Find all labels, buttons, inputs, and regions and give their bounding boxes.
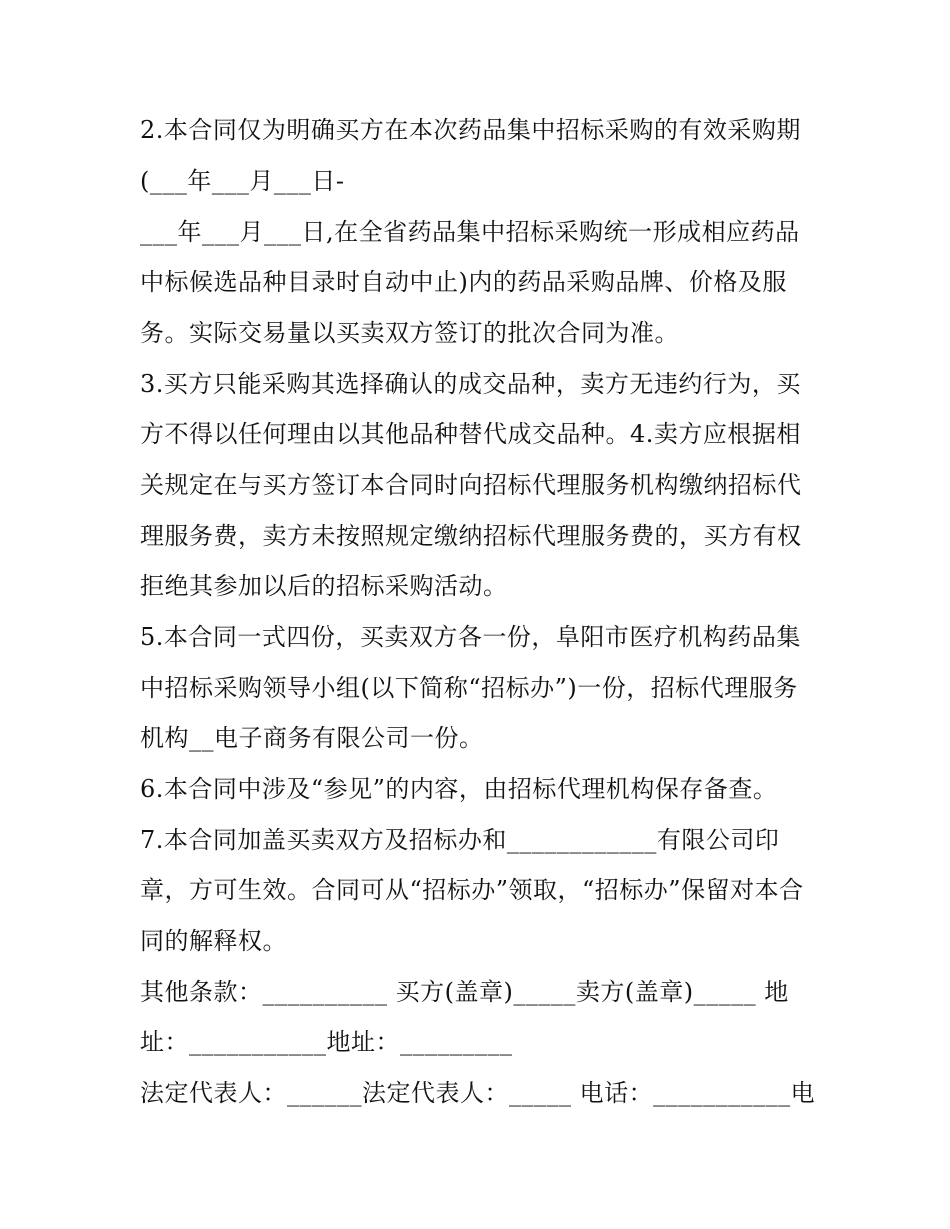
paragraph-4-line-3: 拒绝其参加以后的招标采购活动。 (140, 572, 508, 600)
paragraph-2-line-5: 务。实际交易量以买卖双方签订的批次合同为准。 (140, 319, 679, 347)
paragraph-7-line-1: 7.本合同加盖买卖双方及招标办和____________有限公司印 (140, 826, 780, 854)
paragraph-6-line-1: 6.本合同中涉及“参见”的内容，由招标代理机构保存备查。 (140, 775, 778, 803)
paragraph-7-line-3: 同的解释权。 (140, 927, 287, 955)
paragraph-7-line-2: 章，方可生效。合同可从“招标办”领取，“招标办”保留对本合 (140, 876, 804, 904)
paragraph-3-line-2: 方不得以任何理由以其他品种替代成交品种。4.卖方应根据相 (140, 420, 801, 448)
paragraph-2-line-1: 2.本合同仅为明确买方在本次药品集中招标采购的有效采购期 (140, 116, 801, 144)
paragraph-2-line-4: 中标候选品种目录时自动中止)内的药品采购品牌、价格及服 (140, 268, 787, 296)
signature-block-line-2: 址：___________地址：_________ (140, 1028, 513, 1056)
paragraph-5-line-1: 5.本合同一式四份，买卖双方各一份，阜阳市医疗机构药品集 (140, 623, 801, 651)
paragraph-5-line-3: 机构__电子商务有限公司一份。 (140, 724, 484, 752)
paragraph-2-line-3: ___年___月___日,在全省药品集中招标采购统一形成相应药品 (140, 218, 800, 246)
paragraph-4-line-1: 关规定在与买方签订本合同时向招标代理服务机构缴纳招标代 (140, 471, 802, 499)
paragraph-4-line-2: 理服务费，卖方未按照规定缴纳招标代理服务费的，买方有权 (140, 522, 802, 550)
signature-block-line-3: 法定代表人：______法定代表人：_____ 电话：___________电 (140, 1079, 816, 1107)
paragraph-2-line-2: (___年___月___日- (140, 167, 345, 195)
paragraph-5-line-2: 中招标采购领导小组(以下简称“招标办”)一份，招标代理服务 (140, 674, 798, 702)
paragraph-3-line-1: 3.买方只能采购其选择确认的成交品种，卖方无违约行为，买 (140, 370, 801, 398)
signature-block-line-1: 其他条款：__________ 买方(盖章)_____卖方(盖章)_____ 地 (140, 978, 789, 1006)
